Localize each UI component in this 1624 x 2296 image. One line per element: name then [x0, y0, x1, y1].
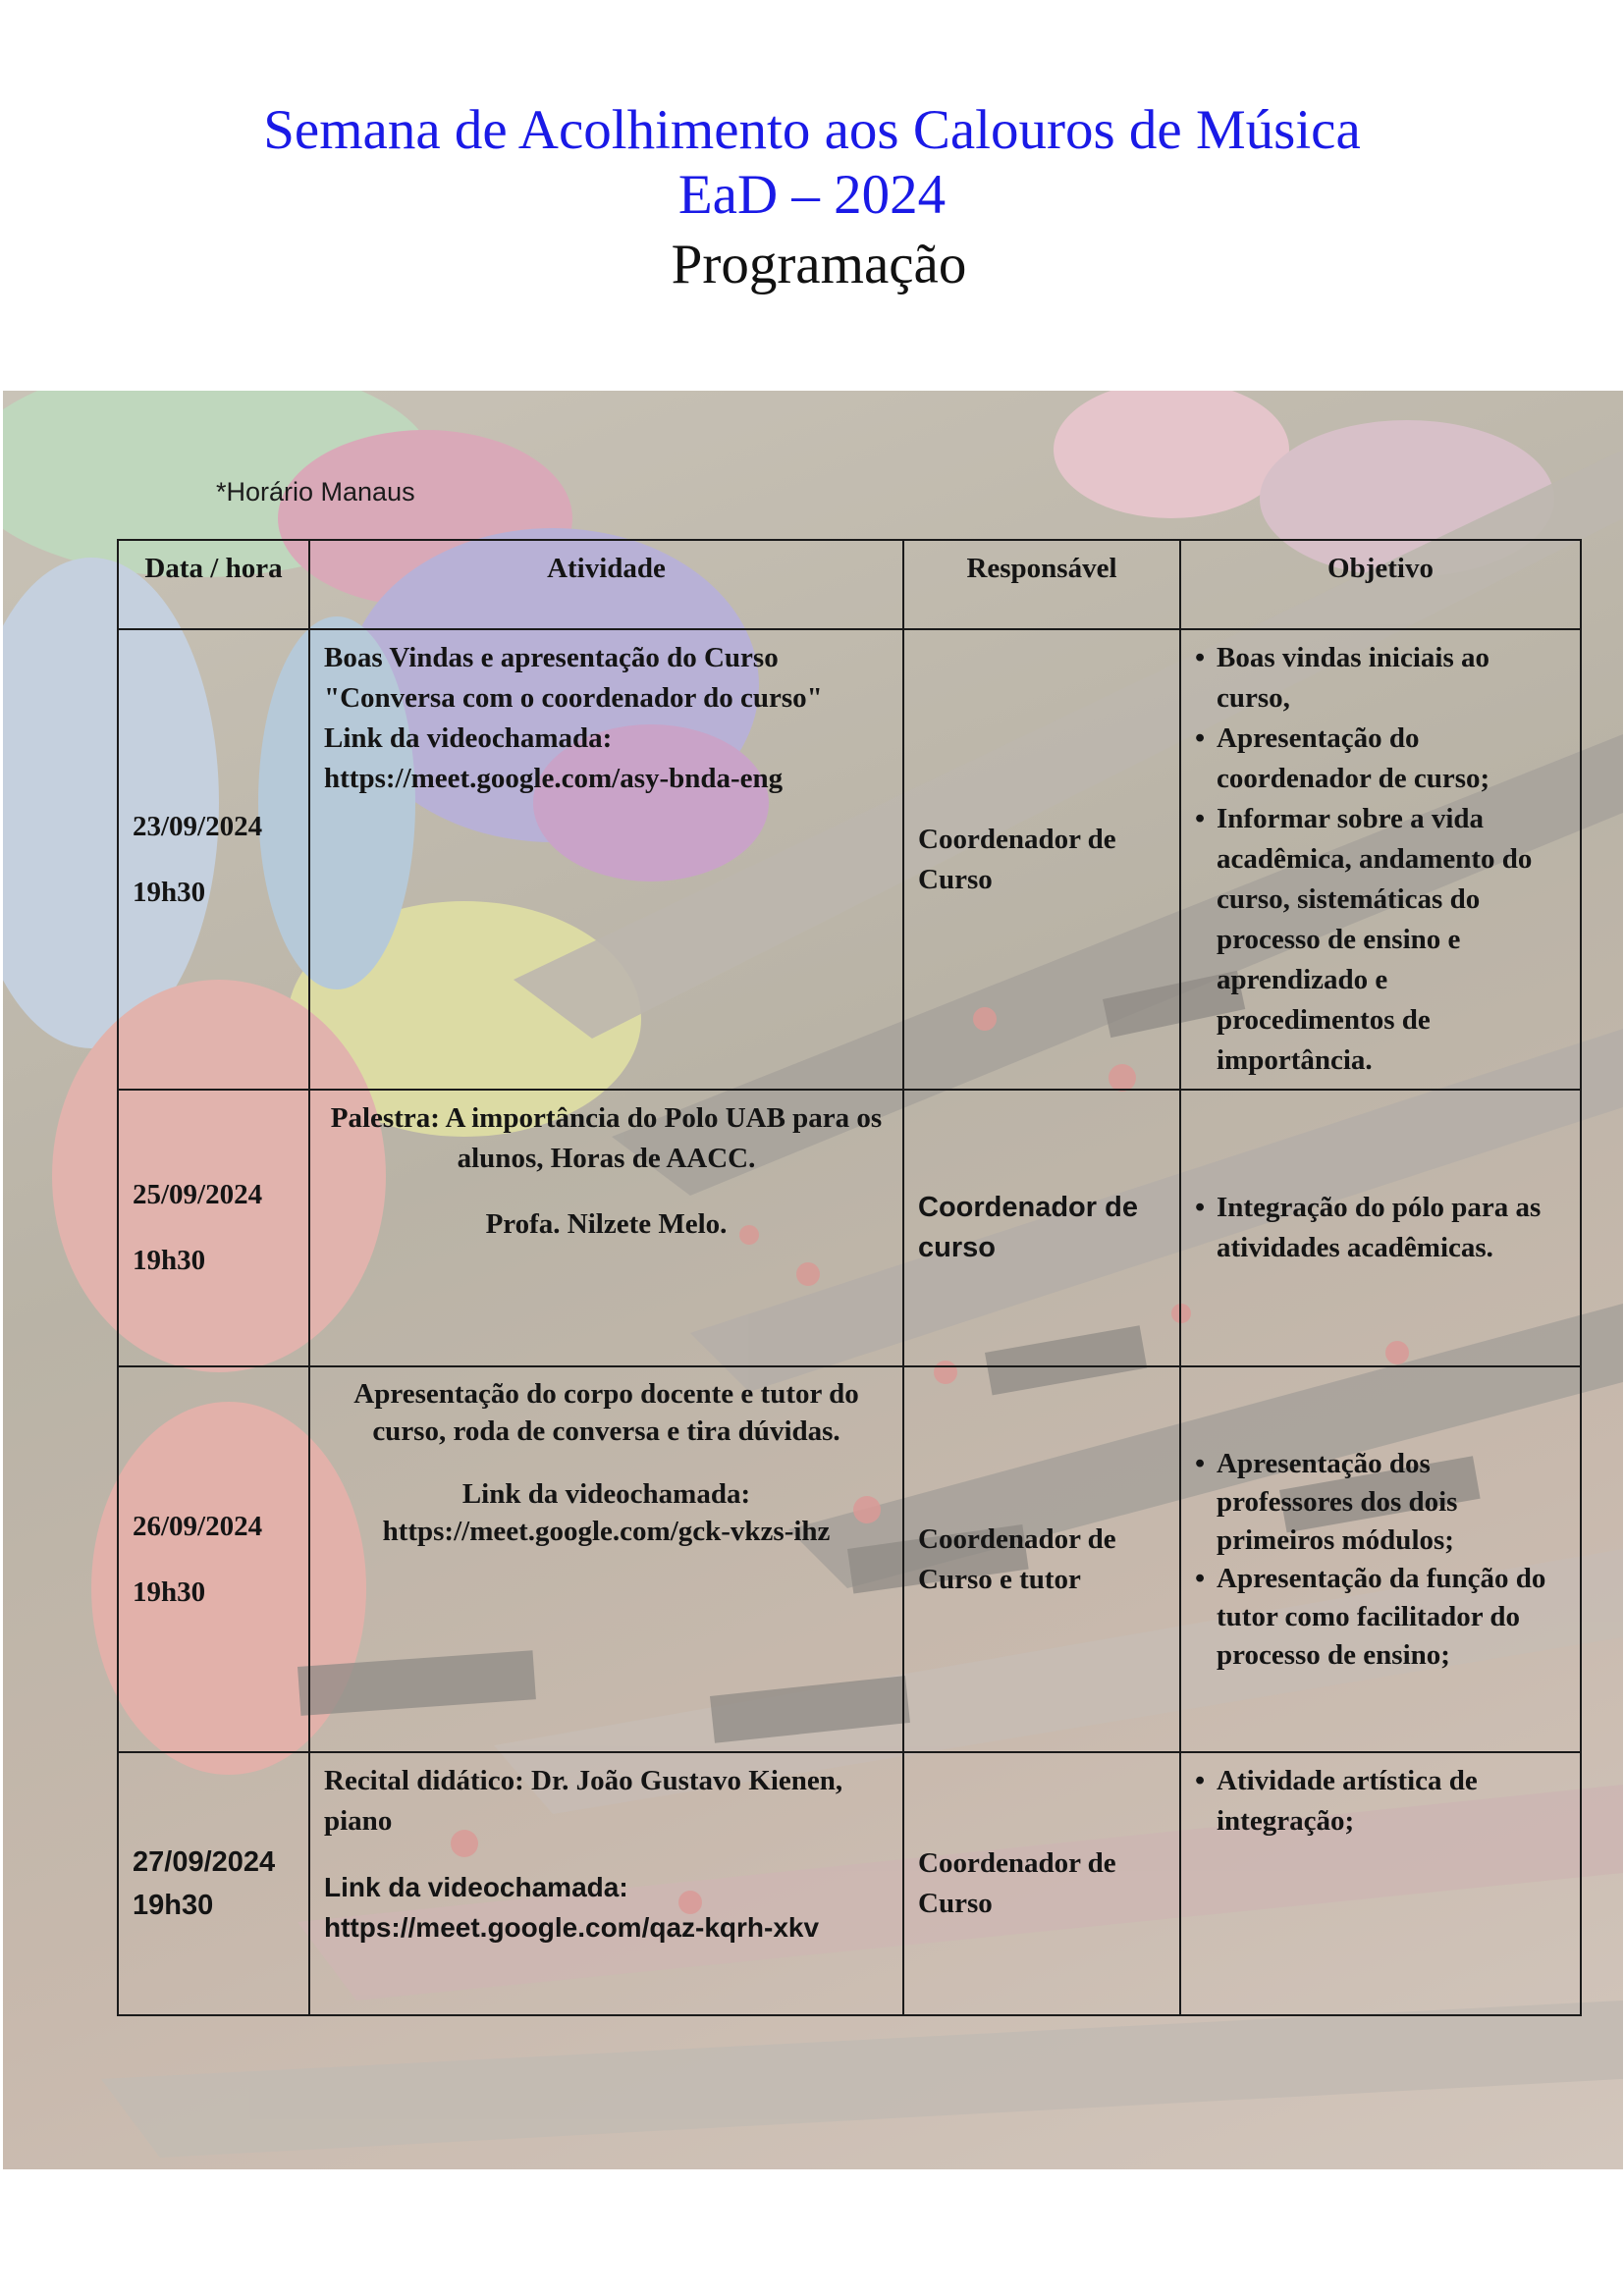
objective-item: • Atividade artística de integração; [1217, 1761, 1566, 1842]
objective-item: • Boas vindas iniciais ao curso, [1217, 638, 1566, 719]
activity-line: Apresentação do corpo docente e tutor do curso, roda de conversa e tira dúvidas. [353, 1378, 859, 1447]
row-time: 19h30 [133, 1575, 206, 1608]
table-row [118, 629, 1581, 1090]
activity-line: Recital didático: Dr. João Gustavo Kienen, piano [324, 1765, 843, 1837]
table-row [118, 1366, 1581, 1752]
objective-cell [1180, 1366, 1581, 1752]
meeting-link[interactable]: https://meet.google.com/gck-vkzs-ihz [382, 1516, 831, 1547]
header-date: Data / hora [118, 540, 309, 629]
date-cell [118, 1366, 309, 1752]
title-line-1: Semana de Acolhimento aos Calouros de Música [263, 99, 1361, 161]
activity-cell [309, 1366, 903, 1752]
activity-line: Boas Vindas e apresentação do Curso [324, 642, 779, 673]
objective-cell [1180, 1090, 1581, 1366]
meeting-link[interactable]: https://meet.google.com/qaz-kqrh-xkv [324, 1912, 820, 1943]
responsible-cell: Coordenador de curso [903, 1090, 1180, 1366]
row-date: 27/09/2024 [133, 1846, 276, 1878]
activity-line: Link da videochamada: [461, 1478, 751, 1510]
responsible-cell: Coordenador de Curso [903, 1752, 1180, 2015]
row-date: 23/09/2024 [133, 810, 263, 842]
activity-line: Profa. Nilzete Melo. [485, 1208, 728, 1240]
objective-item: • Informar sobre a vida acadêmica, andamento do curso, sistemáticas do processo de ensino e aprendizado e procedimentos de importância. [1217, 799, 1566, 1081]
subtitle: Programação [671, 234, 967, 295]
activity-cell [309, 1752, 903, 2015]
activity-cell [309, 1090, 903, 1366]
title-line-2: EaD – 2024 [677, 164, 947, 226]
responsible-cell: Coordenador de Curso e tutor [903, 1366, 1180, 1752]
row-date: 26/09/2024 [133, 1510, 263, 1542]
objective-item: • Apresentação da função do tutor como facilitador do processo de ensino; [1217, 1560, 1566, 1675]
objective-item: • Apresentação do coordenador de curso; [1217, 719, 1566, 799]
activity-line: Palestra: A importância do Polo UAB para os alunos, Horas de AACC. [330, 1102, 883, 1174]
document-header [0, 98, 1624, 302]
objective-item: • Integração do pólo para as atividades acadêmicas. [1217, 1188, 1566, 1268]
table-header-row [118, 540, 1581, 629]
activity-line: Link da videochamada: [324, 722, 613, 754]
objective-cell [1180, 1752, 1581, 2015]
header-activity: Atividade [309, 540, 903, 629]
table-row [118, 1752, 1581, 2015]
activity-line: Link da videochamada: [324, 1872, 628, 1902]
row-time: 19h30 [133, 1890, 214, 1921]
header-objective: Objetivo [1180, 540, 1581, 629]
objective-item: • Apresentação dos professores dos dois primeiros módulos; [1217, 1445, 1566, 1560]
date-cell [118, 1752, 309, 2015]
meeting-link[interactable]: https://meet.google.com/asy-bnda-eng [324, 763, 784, 794]
table-row [118, 1090, 1581, 1366]
row-time: 19h30 [133, 1245, 206, 1276]
objective-cell [1180, 629, 1581, 1090]
activity-line: "Conversa com o coordenador do curso" [324, 682, 823, 714]
date-cell [118, 629, 309, 1090]
timezone-note: *Horário Manaus [216, 477, 415, 507]
schedule-table [117, 539, 1582, 2016]
row-date: 25/09/2024 [133, 1179, 263, 1210]
header-responsible: Responsável [903, 540, 1180, 629]
responsible-cell: Coordenador de Curso [903, 629, 1180, 1090]
row-time: 19h30 [133, 876, 206, 908]
date-cell [118, 1090, 309, 1366]
activity-cell [309, 629, 903, 1090]
